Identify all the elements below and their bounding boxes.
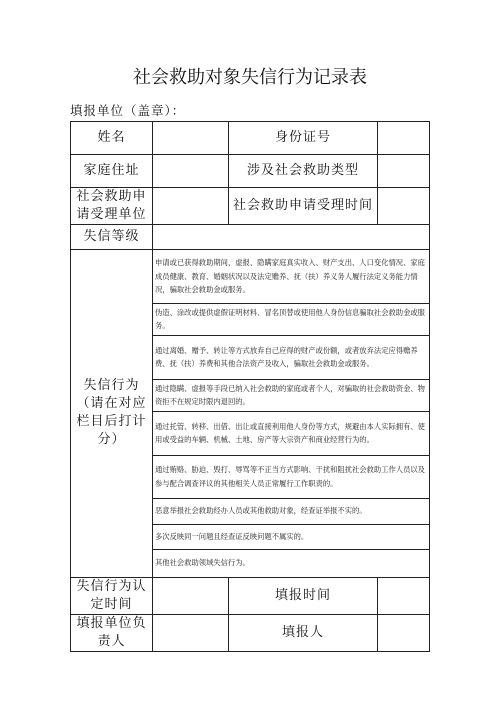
form-title: 社会救助对象失信行为记录表 (133, 67, 367, 88)
id-number-label: 身份证号 (229, 122, 378, 155)
address-label: 家庭住址 (71, 155, 153, 188)
row-signer (71, 614, 430, 651)
behavior-item[interactable]: 通过托管、转移、出借、出让或直接利用他人身份等方式，规避由本人实际拥有、使用或受益的车辆、机械、土地、房产等大宗资产和商业经营行为的。 (153, 411, 430, 455)
behavior-item[interactable]: 通过隐瞒、虚报等手段已纳入社会救助的家庭或者个人，对骗取的社会救助资金、物资拒不在规定时限内退回的。 (153, 379, 430, 411)
unit-head-field[interactable] (153, 614, 229, 651)
row-level (71, 225, 430, 250)
behavior-item[interactable]: 恶意举报社会救助经办人员或其他救助对象，经查证举报不实的。 (153, 498, 430, 524)
row-confirm (71, 577, 430, 614)
application-time-field[interactable] (378, 188, 430, 225)
behavior-item[interactable]: 其他社会救助领域失信行为。 (153, 549, 430, 577)
credit-level-label: 失信等级 (71, 225, 153, 250)
application-time-label: 社会救助申请受理时间 (229, 188, 378, 225)
filler-label: 填报人 (229, 614, 378, 651)
application-unit-field[interactable] (153, 188, 229, 225)
name-field[interactable] (153, 122, 229, 155)
confirm-time-field[interactable] (153, 577, 229, 614)
fill-time-label: 填报时间 (229, 577, 378, 614)
behavior-item[interactable]: 伪造、涂改或提供虚假证明材料、冒名顶替或使用他人身份信息骗取社会救助金或服务。 (153, 304, 430, 336)
behavior-item[interactable]: 通过贿赂、胁迫、毁打、辱骂等不正当方式影响、干扰和阻扰社会救助工作人员以及参与配合调查评议的其他相关人员正常履行工作职责的。 (153, 455, 430, 498)
id-number-field[interactable] (378, 122, 430, 155)
filler-field[interactable] (378, 614, 430, 651)
record-form-table (70, 121, 430, 652)
behavior-item[interactable]: 多次反映同一问题且经查证反映问题不属实的。 (153, 524, 430, 549)
application-unit-label: 社会救助申请受理单位 (71, 188, 153, 225)
name-label: 姓名 (71, 122, 153, 155)
behavior-item[interactable]: 通过离婚、赠予、转让等方式放弃自己应得的财产或份额，或者放弃法定应得赡养费、抚（扶）养费和其他合法资产及收入，骗取社会救助金或服务。 (153, 335, 430, 379)
behavior-item[interactable]: 申请或已获得救助期间，虚报、隐瞒家庭真实收入、财产支出、人口变化情况、家庭成员健康、教育、婚姻状况以及法定赡养、抚（扶）养义务人履行法定义务能力情况，骗取社会救助金或服务。 (153, 250, 430, 304)
fill-unit-label: 填报单位（盖章）： (70, 103, 186, 118)
assistance-type-label: 涉及社会救助类型 (229, 155, 378, 188)
row-application (71, 188, 430, 225)
row-name (71, 122, 430, 155)
behavior-row (71, 250, 430, 304)
assistance-type-field[interactable] (378, 155, 430, 188)
confirm-time-label: 失信行为认定时间 (71, 577, 153, 614)
row-address (71, 155, 430, 188)
fill-time-field[interactable] (378, 577, 430, 614)
credit-level-field[interactable] (153, 225, 430, 250)
address-field[interactable] (153, 155, 229, 188)
behaviors-label: 失信行为（请在对应栏目后打计分） (71, 250, 153, 578)
unit-head-label: 填报单位负责人 (71, 614, 153, 651)
